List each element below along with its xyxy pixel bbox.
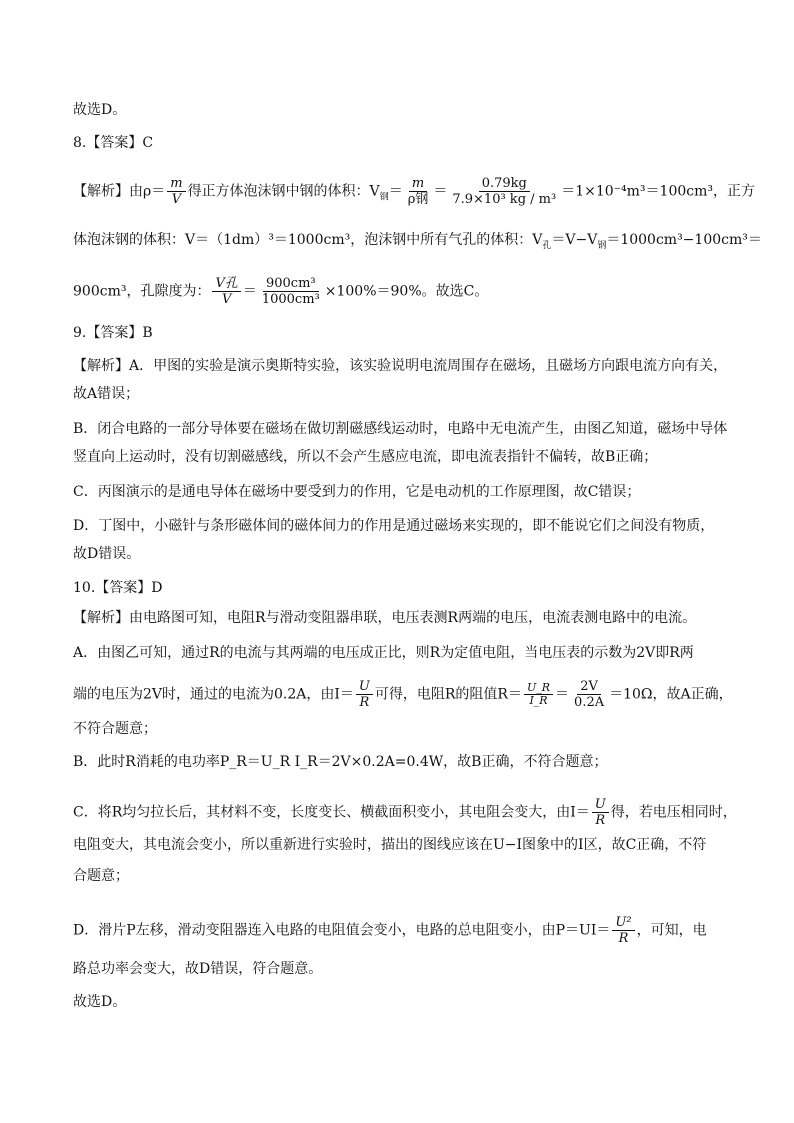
- explanation-line: C．丙图演示的是通电导体在磁场中要受到力的作用，它是电动机的工作原理图，故C错误；: [73, 484, 641, 500]
- explanation-line: 900cm³，孔隙度为： $\frac{\text{V孔}}{V}$ ＝ $\frac{\text{900cm³}}{\text{1000cm³}}$ ×100%＝90%。故选C。: [73, 276, 489, 307]
- explanation-line: B．闭合电路的一部分导体要在磁场在做切割磁感线运动时，电路中无电流产生，由图乙知道，磁场中导体: [73, 421, 728, 437]
- text-line: 故选D。: [73, 102, 127, 118]
- explanation-line: 【解析】A．甲图的实验是演示奥斯特实验，该实验说明电流周围存在磁场，且磁场方向跟电流方向有关，: [73, 358, 728, 374]
- explanation-line: 竖直向上运动时，没有切割磁感线，所以不会产生感应电流，即电流表指针不偏转，故B正确；: [73, 449, 658, 465]
- explanation-line: D．滑片P左移，滑动变阻器连入电路的电阻值会变小，电路的总电阻变小，由P＝UI＝ $\frac{\text{U²}}{R}$ ，可知，电: [73, 915, 707, 946]
- explanation-line: 故选D。: [73, 994, 127, 1010]
- explanation-line: D．丁图中，小磁针与条形磁体间的磁体间力的作用是通过磁场来实现的，即不能说它们之间没有物质，: [73, 518, 715, 534]
- explanation-line: 【解析】由电路图可知，电阻R与滑动变阻器串联，电压表测R两端的电压，电流表测电路中的电流。: [73, 610, 697, 626]
- answer-heading-10: 10.【答案】D: [73, 580, 163, 596]
- explanation-line: 电阻变大，其电流会变小，所以重新进行实验时，描出的图线应该在U−I图象中的I区，故C正确，不符: [73, 837, 707, 853]
- explanation-line: A．由图乙可知，通过R的电流与其两端的电压成正比，则R为定值电阻，当电压表的示数为2V即R两: [73, 645, 694, 661]
- explanation-line: 端的电压为2V时，通过的电流为0.2A，由I＝ $\frac{U}{R}$ 可得，电阻R的阻值R＝ $\frac{U\_R}{I\_R}$ ＝ $\frac{2V}{0.2A}$ ＝10Ω，故A正确，: [73, 679, 733, 710]
- answer-heading-9: 9.【答案】B: [73, 325, 153, 341]
- explanation-line: 故D错误。: [73, 546, 141, 562]
- explanation-line: 体泡沫钢的体积：V＝（1dm）³＝1000cm³，泡沫钢中所有气孔的体积：$V_孔=V-V_钢=1000cm^3-100cm^3=$: [73, 232, 762, 251]
- explanation-line: 故A错误；: [73, 386, 140, 402]
- answer-heading-8: 8.【答案】C: [73, 135, 154, 151]
- explanation-line: 【解析】由ρ＝ $\frac{m}{V}$ 得正方体泡沫钢中钢的体积：$V_钢=$ $\frac{m}{\text{ρ钢}}$ ＝ $\frac{0.79kg}{\text{7.9×10³ kg / m³}}$ ＝1×10⁻⁴m³＝100cm³，正方: [73, 176, 755, 207]
- explanation-line: B．此时R消耗的电功率P_R＝U_R I_R＝2V×0.2A=0.4W，故B正确，不符合题意；: [73, 754, 608, 770]
- explanation-line: 不符合题意；: [73, 721, 157, 737]
- explanation-line: C．将R均匀拉长后，其材料不变，长度变长、横截面积变小，其电阻会变大，由I＝ $\frac{U}{R}$ 得，若电压相同时，: [73, 797, 737, 828]
- explanation-line: 合题意；: [73, 868, 129, 884]
- explanation-line: 路总功率会变大，故D错误，符合题意。: [73, 961, 323, 977]
